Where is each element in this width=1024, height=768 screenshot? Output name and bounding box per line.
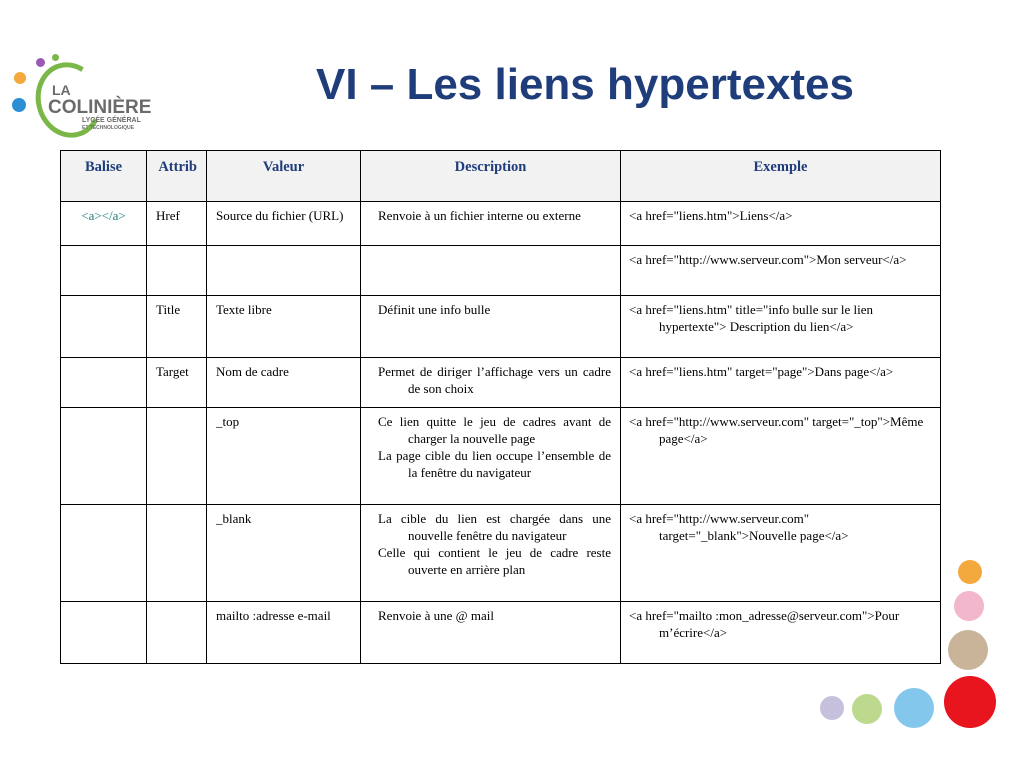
cell-balise: <a></a> xyxy=(61,202,147,246)
cell-attrib xyxy=(147,246,207,296)
cell-description xyxy=(361,408,621,505)
cell-balise xyxy=(61,296,147,358)
cell-attrib: Target xyxy=(147,358,207,408)
cell-valeur: Source du fichier (URL) xyxy=(207,202,361,246)
table-row xyxy=(61,602,941,664)
decor-dot-red xyxy=(944,676,996,728)
cell-attrib: Href xyxy=(147,202,207,246)
description-paragraph: La cible du lien est chargée dans une nouvelle fenêtre du navigateur xyxy=(378,511,611,543)
cell-valeur: _top xyxy=(207,408,361,505)
header-exemple: Exemple xyxy=(621,151,941,202)
cell-description xyxy=(361,358,621,408)
cell-attrib xyxy=(147,408,207,505)
logo-text-la: LA xyxy=(52,82,71,98)
cell-attrib: Title xyxy=(147,296,207,358)
cell-description xyxy=(361,296,621,358)
cell-valeur: mailto :adresse e-mail xyxy=(207,602,361,664)
cell-balise xyxy=(61,358,147,408)
logo-dot-orange xyxy=(14,72,26,84)
table-row xyxy=(61,358,941,408)
cell-exemple: <a href="liens.htm" target="page">Dans page</a> xyxy=(621,358,941,408)
logo-text-sub1: LYCÉE GÉNÉRAL xyxy=(82,117,141,124)
table-header-row xyxy=(61,151,941,202)
cell-balise xyxy=(61,505,147,602)
cell-balise xyxy=(61,602,147,664)
decor-dot-lightblue xyxy=(894,688,934,728)
description-paragraph: Celle qui contient le jeu de cadre reste ouverte en arrière plan xyxy=(378,545,611,577)
cell-balise xyxy=(61,246,147,296)
decor-dot-tan xyxy=(948,630,988,670)
logo-text-sub2: ET TECHNOLOGIQUE xyxy=(82,125,134,131)
cell-exemple: <a href="http://www.serveur.com" target="_blank">Nouvelle page</a> xyxy=(621,505,941,602)
decor-dot-lightgreen xyxy=(852,694,882,724)
description-paragraph: Renvoie à un fichier interne ou externe xyxy=(378,208,581,223)
header-description: Description xyxy=(361,151,621,202)
cell-valeur: _blank xyxy=(207,505,361,602)
cell-exemple: <a href="liens.htm">Liens</a> xyxy=(621,202,941,246)
decor-dot-orange xyxy=(958,560,982,584)
cell-exemple: <a href="mailto :mon_adresse@serveur.com">Pour m’écrire</a> xyxy=(621,602,941,664)
description-paragraph: Permet de diriger l’affichage vers un cadre de son choix xyxy=(378,364,611,396)
page-title: VI – Les liens hypertextes xyxy=(315,60,855,109)
logo-dot-purple xyxy=(36,58,45,67)
header-valeur: Valeur xyxy=(207,151,361,202)
cell-description xyxy=(361,202,621,246)
logo-dot-blue xyxy=(12,98,26,112)
header-balise: Balise xyxy=(61,151,147,202)
cell-exemple: <a href="http://www.serveur.com" target="_top">Même page</a> xyxy=(621,408,941,505)
description-paragraph: Ce lien quitte le jeu de cadres avant de charger la nouvelle page xyxy=(378,414,611,446)
cell-attrib xyxy=(147,602,207,664)
decor-dot-lavender xyxy=(820,696,844,720)
cell-valeur: Nom de cadre xyxy=(207,358,361,408)
logo-text-name: COLINIÈRE xyxy=(48,97,152,118)
header-attrib: Attrib xyxy=(147,151,207,202)
cell-valeur xyxy=(207,246,361,296)
table-row xyxy=(61,296,941,358)
table-row xyxy=(61,246,941,296)
description-paragraph: Renvoie à une @ mail xyxy=(378,608,494,623)
cell-balise xyxy=(61,408,147,505)
cell-description xyxy=(361,246,621,296)
cell-exemple: <a href="liens.htm" title="info bulle sur le lien hypertexte"> Description du lien</a> xyxy=(621,296,941,358)
html-links-table xyxy=(60,150,941,664)
table-body xyxy=(61,202,941,664)
table-row xyxy=(61,202,941,246)
table-row xyxy=(61,505,941,602)
decor-dot-pink xyxy=(954,591,984,621)
description-paragraph: La page cible du lien occupe l’ensemble de la fenêtre du navigateur xyxy=(378,448,611,480)
logo-dot-green xyxy=(52,54,59,61)
cell-valeur: Texte libre xyxy=(207,296,361,358)
description-paragraph: Définit une info bulle xyxy=(378,302,491,317)
table-row xyxy=(61,408,941,505)
cell-description xyxy=(361,602,621,664)
cell-description xyxy=(361,505,621,602)
school-logo xyxy=(8,52,173,146)
cell-attrib xyxy=(147,505,207,602)
cell-exemple: <a href="http://www.serveur.com">Mon serveur</a> xyxy=(621,246,941,296)
